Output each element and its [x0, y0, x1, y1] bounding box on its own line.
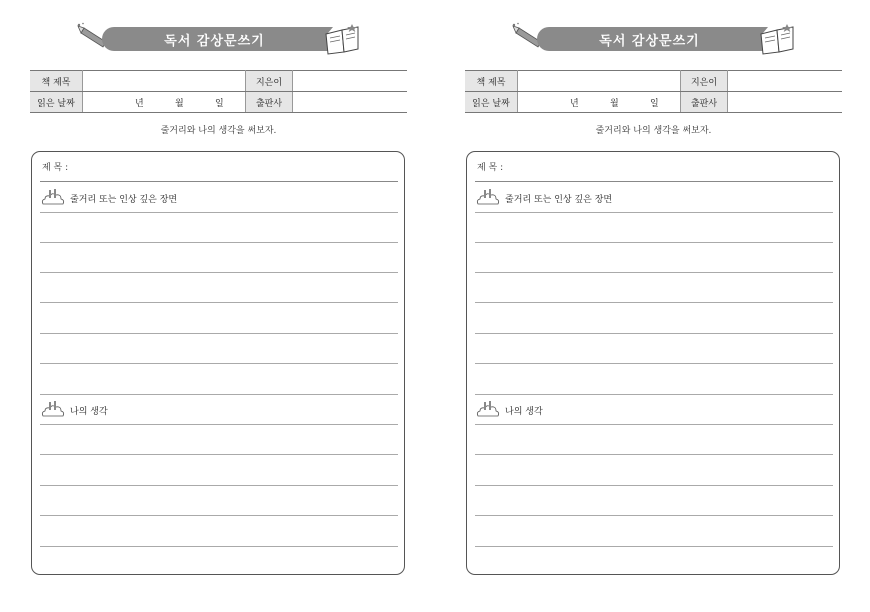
writing-line[interactable]	[40, 546, 398, 547]
writing-line[interactable]	[40, 515, 398, 516]
box-title-label: 제 목 :	[477, 163, 504, 173]
writing-box	[31, 151, 405, 575]
writing-line[interactable]	[475, 515, 833, 516]
instruction-text: 줄거리와 나의 생각을 써보자.	[595, 126, 712, 136]
writing-line[interactable]	[40, 272, 398, 273]
writing-line[interactable]	[475, 454, 833, 455]
writing-line[interactable]	[40, 394, 398, 395]
book-title-field[interactable]	[518, 71, 681, 92]
title-banner: 독서 감상문쓰기	[102, 27, 327, 51]
year-unit: 년	[135, 99, 144, 109]
writing-line[interactable]	[40, 333, 398, 334]
read-date-label: 읽은 날짜	[465, 92, 518, 113]
section-thoughts	[40, 399, 108, 421]
section-plot-label: 줄거리 또는 인상 깊은 장면	[505, 194, 613, 205]
writing-box	[466, 151, 840, 575]
publisher-label: 출판사	[246, 92, 293, 113]
publisher-field[interactable]	[728, 92, 843, 113]
section-plot-label: 줄거리 또는 인상 깊은 장면	[70, 194, 178, 205]
writing-line[interactable]	[475, 181, 833, 182]
day-unit: 일	[650, 99, 659, 109]
read-date-field[interactable]	[518, 92, 681, 113]
book-info-table	[465, 70, 842, 113]
writing-line[interactable]	[475, 363, 833, 364]
author-field[interactable]	[728, 71, 843, 92]
writing-line[interactable]	[475, 333, 833, 334]
book-icon	[757, 22, 797, 56]
section-thoughts-label: 나의 생각	[70, 406, 108, 417]
section-plot	[40, 187, 177, 209]
writing-line[interactable]	[40, 181, 398, 182]
writing-line[interactable]	[40, 424, 398, 425]
year-unit: 년	[570, 99, 579, 109]
writing-line[interactable]	[475, 212, 833, 213]
writing-line[interactable]	[40, 454, 398, 455]
section-plot	[475, 187, 612, 209]
title-banner: 독서 감상문쓰기	[537, 27, 762, 51]
cloud-castle-icon	[40, 399, 66, 421]
read-date-field[interactable]	[83, 92, 246, 113]
writing-line[interactable]	[475, 394, 833, 395]
instruction-text: 줄거리와 나의 생각을 써보자.	[160, 126, 277, 136]
month-unit: 월	[610, 99, 619, 109]
writing-line[interactable]	[475, 546, 833, 547]
writing-line[interactable]	[40, 212, 398, 213]
author-field[interactable]	[293, 71, 408, 92]
worksheet-page-right	[435, 0, 870, 612]
writing-line[interactable]	[475, 272, 833, 273]
book-info-table	[30, 70, 407, 113]
section-thoughts-label: 나의 생각	[505, 406, 543, 417]
writing-line[interactable]	[475, 485, 833, 486]
book-title-label: 책 제목	[465, 71, 518, 92]
author-label: 지은이	[246, 71, 293, 92]
book-title-label: 책 제목	[30, 71, 83, 92]
month-unit: 월	[175, 99, 184, 109]
writing-line[interactable]	[40, 242, 398, 243]
book-icon	[322, 22, 362, 56]
cloud-castle-icon	[40, 187, 66, 209]
writing-line[interactable]	[40, 302, 398, 303]
writing-line[interactable]	[40, 485, 398, 486]
day-unit: 일	[215, 99, 224, 109]
writing-line[interactable]	[475, 242, 833, 243]
publisher-label: 출판사	[681, 92, 728, 113]
cloud-castle-icon	[475, 399, 501, 421]
cloud-castle-icon	[475, 187, 501, 209]
book-title-field[interactable]	[83, 71, 246, 92]
writing-line[interactable]	[475, 302, 833, 303]
section-thoughts	[475, 399, 543, 421]
publisher-field[interactable]	[293, 92, 408, 113]
writing-line[interactable]	[40, 363, 398, 364]
read-date-label: 읽은 날짜	[30, 92, 83, 113]
author-label: 지은이	[681, 71, 728, 92]
writing-line[interactable]	[475, 424, 833, 425]
box-title-label: 제 목 :	[42, 163, 69, 173]
